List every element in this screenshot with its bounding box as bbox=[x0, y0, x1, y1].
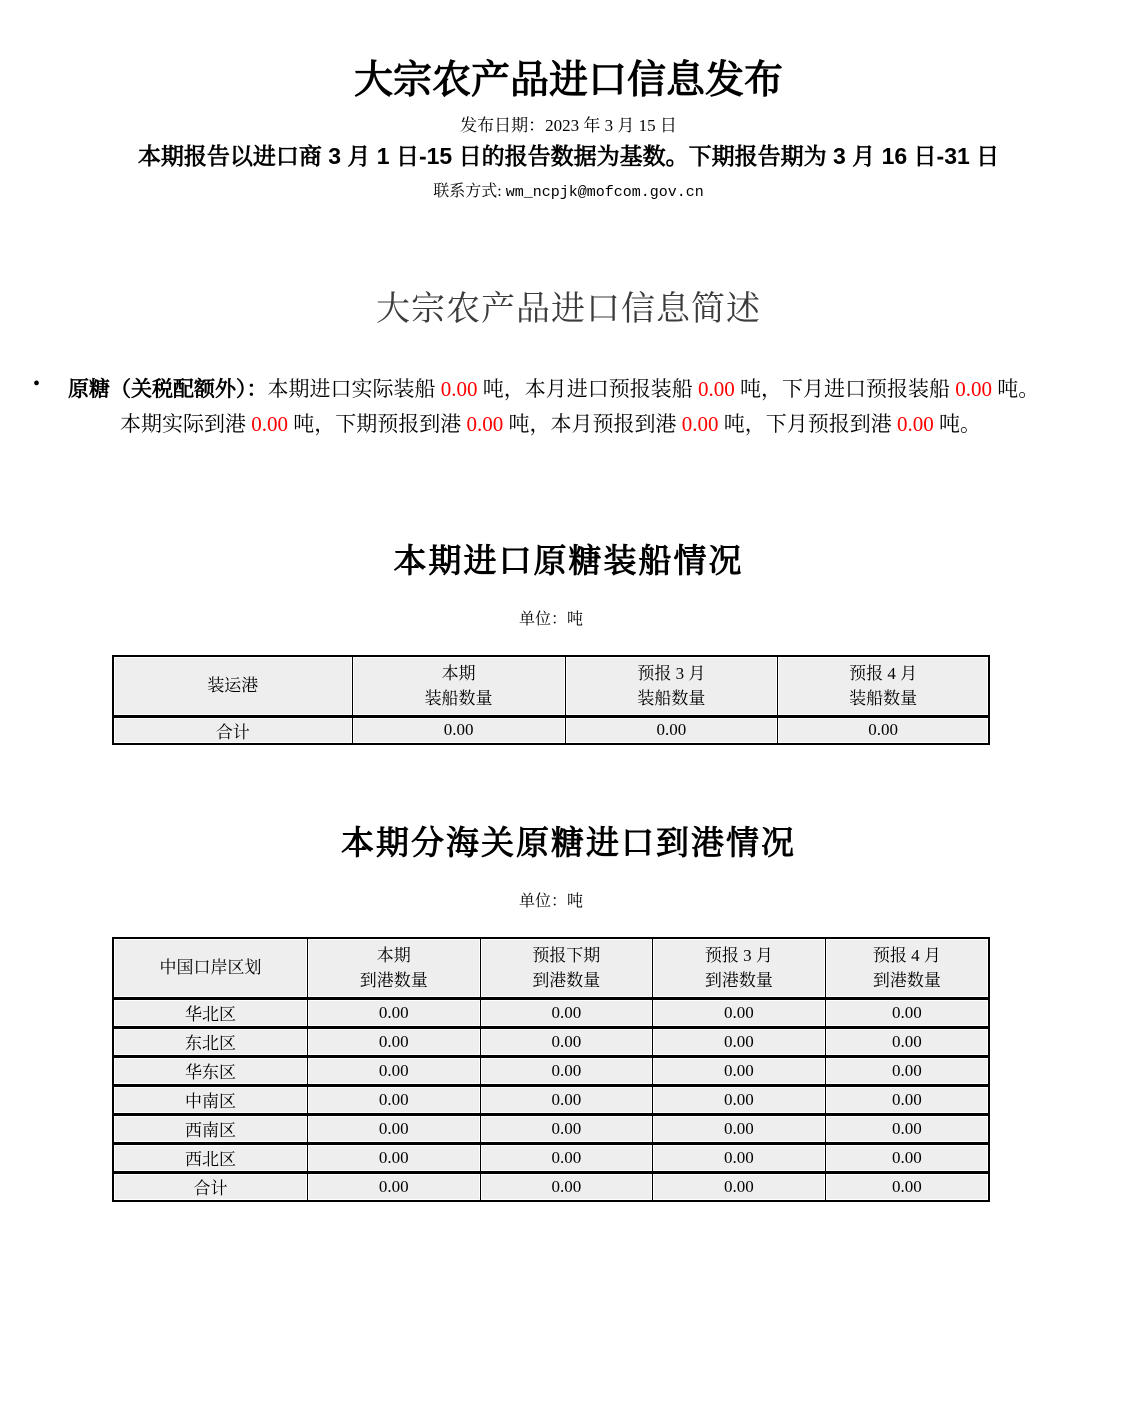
value-cell: 0.00 bbox=[480, 1143, 653, 1172]
value-cell: 0.00 bbox=[825, 1027, 989, 1056]
value-cell: 0.00 bbox=[825, 1172, 989, 1201]
row-label: 西南区 bbox=[113, 1114, 307, 1143]
value-cell: 0.00 bbox=[825, 1143, 989, 1172]
value-red: 0.00 bbox=[251, 411, 288, 436]
header-line: 装船数量 bbox=[637, 688, 706, 708]
shipping-section-title: 本期进口原糖装船情况 bbox=[393, 543, 744, 580]
header-line: 预报 4 月 bbox=[872, 945, 941, 965]
value-cell: 0.00 bbox=[825, 1085, 989, 1114]
value-cell: 0.00 bbox=[825, 1114, 989, 1143]
value-cell: 0.00 bbox=[825, 1056, 989, 1085]
value-cell: 0.00 bbox=[653, 1027, 826, 1056]
table-row bbox=[113, 1172, 989, 1201]
header-line: 到港数量 bbox=[532, 970, 601, 990]
value-red: 0.00 bbox=[466, 411, 504, 436]
row-label: 合计 bbox=[113, 1172, 307, 1201]
value-cell: 0.00 bbox=[825, 998, 989, 1027]
table-row bbox=[113, 1027, 989, 1056]
column-header bbox=[480, 938, 653, 999]
text-run: 本期实际到港 bbox=[120, 411, 252, 436]
unit-label: 单位：吨 bbox=[518, 610, 583, 628]
row-label: 西北区 bbox=[113, 1143, 307, 1172]
value-cell: 0.00 bbox=[653, 1114, 826, 1143]
contact-label: 联系方式: bbox=[433, 182, 506, 200]
column-header bbox=[113, 938, 307, 999]
value-cell: 0.00 bbox=[352, 716, 565, 744]
header-line: 本期 bbox=[441, 663, 476, 683]
value-cell: 0.00 bbox=[653, 1056, 826, 1085]
row-label: 东北区 bbox=[113, 1027, 307, 1056]
row-label: 合计 bbox=[113, 716, 352, 744]
row-label: 华北区 bbox=[113, 998, 307, 1027]
summary-section-title: 大宗农产品进口信息简述 bbox=[376, 290, 761, 328]
column-header bbox=[307, 938, 480, 999]
row-label: 华东区 bbox=[113, 1056, 307, 1085]
text-run: 本期进口实际装船 bbox=[267, 376, 441, 401]
header-line: 到港数量 bbox=[872, 970, 941, 990]
value-cell: 0.00 bbox=[480, 1085, 653, 1114]
arrival-table bbox=[112, 937, 990, 1202]
value-cell: 0.00 bbox=[480, 1114, 653, 1143]
value-cell: 0.00 bbox=[307, 998, 480, 1027]
unit-label: 单位：吨 bbox=[518, 892, 583, 910]
header-line: 装运港 bbox=[207, 676, 259, 696]
column-header bbox=[825, 938, 989, 999]
page-title: 大宗农产品进口信息发布 bbox=[353, 59, 783, 102]
table-row bbox=[113, 998, 989, 1027]
text-run: 吨，下月预报到港 bbox=[718, 411, 897, 436]
header-line: 预报 3 月 bbox=[637, 663, 706, 683]
summary-bullet-item bbox=[33, 372, 1101, 441]
value-cell: 0.00 bbox=[307, 1172, 480, 1201]
text-run: 吨。 bbox=[992, 376, 1040, 401]
table-header-row bbox=[113, 938, 989, 999]
table-row bbox=[113, 1114, 989, 1143]
value-cell: 0.00 bbox=[778, 716, 989, 744]
shipping-table bbox=[112, 655, 990, 745]
value-cell: 0.00 bbox=[653, 1085, 826, 1114]
table-row bbox=[113, 716, 989, 744]
table-row bbox=[113, 1085, 989, 1114]
value-cell: 0.00 bbox=[480, 1172, 653, 1201]
report-period-note: 本期报告以进口商 3 月 1 日-15 日的报告数据为基数。下期报告期为 3 月 16 日-31 日 bbox=[137, 142, 1000, 169]
table-header-row bbox=[113, 656, 989, 717]
header-line: 到港数量 bbox=[704, 970, 773, 990]
text-run: 吨。 bbox=[933, 411, 981, 436]
header-line: 预报 4 月 bbox=[849, 663, 918, 683]
arrival-section-title: 本期分海关原糖进口到港情况 bbox=[341, 825, 796, 862]
header-line: 本期 bbox=[376, 945, 411, 965]
value-cell: 0.00 bbox=[480, 1027, 653, 1056]
table-row bbox=[113, 1143, 989, 1172]
value-cell: 0.00 bbox=[653, 1143, 826, 1172]
header-line: 到港数量 bbox=[359, 970, 428, 990]
header-line: 中国口岸区划 bbox=[159, 958, 262, 978]
text-run: 吨，下期预报到港 bbox=[288, 411, 467, 436]
value-cell: 0.00 bbox=[307, 1027, 480, 1056]
value-red: 0.00 bbox=[681, 411, 719, 436]
bullet-marker: • bbox=[33, 372, 41, 395]
table-row bbox=[113, 1056, 989, 1085]
value-cell: 0.00 bbox=[653, 998, 826, 1027]
text-run: 吨，下月进口预报装船 bbox=[734, 376, 956, 401]
publish-date: 发布日期：2023 年 3 月 15 日 bbox=[460, 115, 677, 135]
contact-email: wm_ncpjk@mofcom.gov.cn bbox=[505, 183, 704, 201]
value-cell: 0.00 bbox=[307, 1114, 480, 1143]
header-line: 预报下期 bbox=[532, 945, 601, 965]
value-cell: 0.00 bbox=[480, 998, 653, 1027]
value-cell: 0.00 bbox=[307, 1056, 480, 1085]
value-red: 0.00 bbox=[955, 376, 992, 401]
contact-line bbox=[36, 178, 1101, 201]
column-header bbox=[778, 656, 989, 717]
value-red: 0.00 bbox=[897, 411, 934, 436]
header-line: 装船数量 bbox=[424, 688, 493, 708]
value-cell: 0.00 bbox=[307, 1143, 480, 1172]
row-label: 中南区 bbox=[113, 1085, 307, 1114]
value-red: 0.00 bbox=[698, 376, 735, 401]
column-header bbox=[565, 656, 778, 717]
value-cell: 0.00 bbox=[480, 1056, 653, 1085]
value-red: 0.00 bbox=[440, 376, 478, 401]
column-header bbox=[653, 938, 826, 999]
text-run: 吨，本月预报到港 bbox=[503, 411, 682, 436]
summary-paragraph-shipping bbox=[68, 372, 1101, 407]
value-cell: 0.00 bbox=[565, 716, 778, 744]
header-line: 预报 3 月 bbox=[704, 945, 773, 965]
summary-paragraph-arrival bbox=[68, 407, 1101, 441]
column-header bbox=[352, 656, 565, 717]
label-bold: 原糖（关税配额外）： bbox=[68, 377, 268, 401]
value-cell: 0.00 bbox=[653, 1172, 826, 1201]
text-run: 吨，本月进口预报装船 bbox=[477, 376, 698, 401]
header-line: 装船数量 bbox=[849, 688, 918, 708]
value-cell: 0.00 bbox=[307, 1085, 480, 1114]
column-header bbox=[113, 656, 352, 717]
